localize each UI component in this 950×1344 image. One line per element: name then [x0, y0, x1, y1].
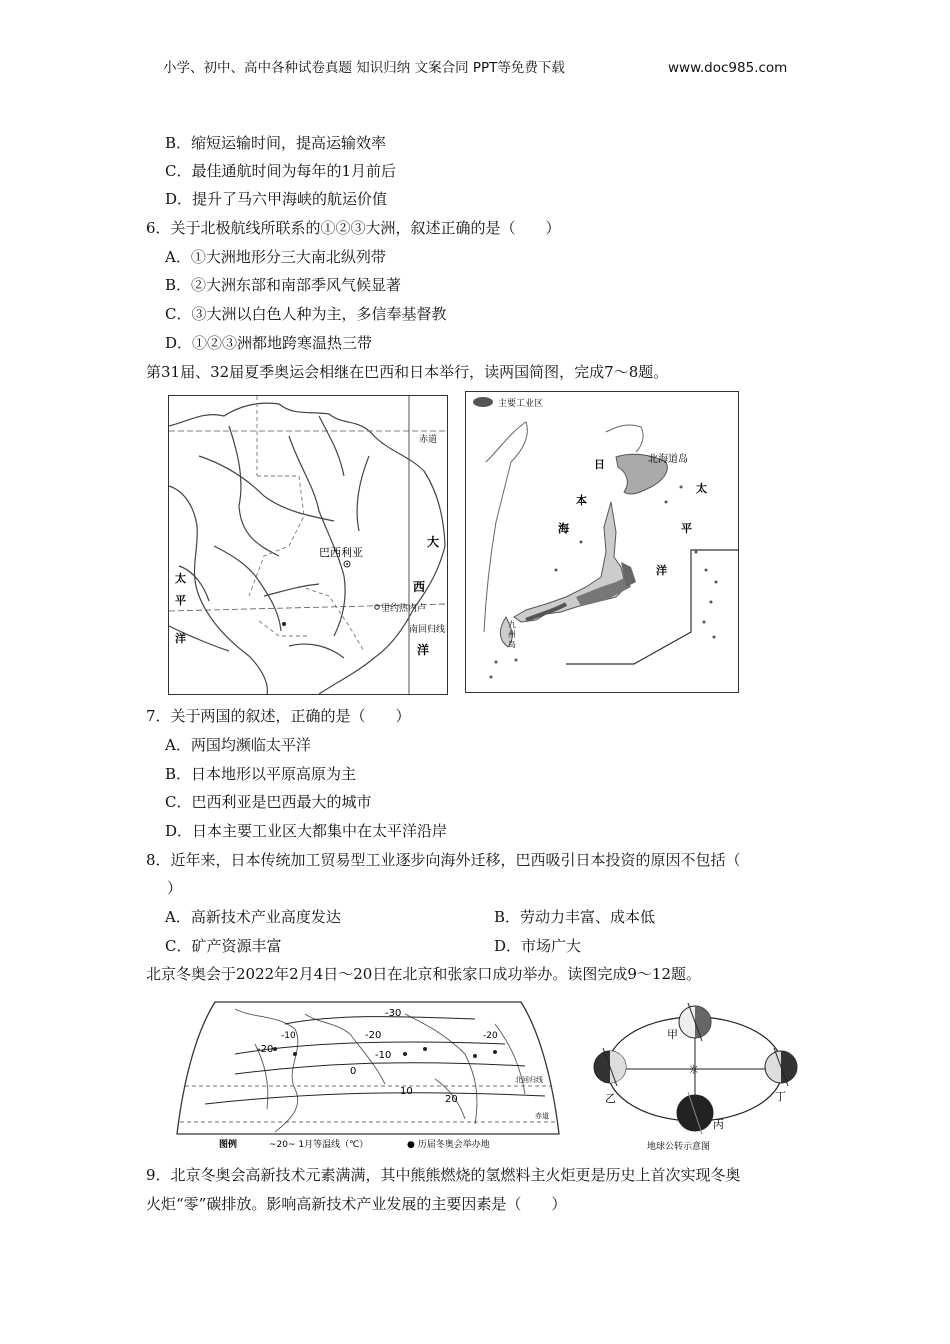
pacific-label-1: 太: [175, 572, 186, 585]
q8-option-c: C．矿产资源丰富: [165, 937, 282, 955]
sea-of-japan-label-2: 本: [576, 494, 587, 507]
isotherm-label-neg20-west: -20: [257, 1044, 274, 1055]
earth-orbit-diagram: [585, 994, 810, 1154]
brazil-capital-label: 巴西利亚: [319, 546, 363, 559]
q7-option-d: D．日本主要工业区大都集中在太平洋沿岸: [165, 822, 448, 840]
q7-option-b: B．日本地形以平原高原为主: [165, 765, 357, 783]
japan-map: [465, 391, 739, 693]
q5-option-b: B．缩短运输时间，提高运输效率: [165, 134, 387, 152]
q6-option-a: A．①大洲地形分三大南北纵列带: [165, 248, 386, 266]
q6-option-d: D．①②③洲都地跨寒温热三带: [165, 334, 373, 352]
q5-option-c: C．最佳通航时间为每年的1月前后: [165, 162, 397, 180]
atlantic-label-1: 大: [427, 535, 440, 549]
q7-option-c: C．巴西利亚是巴西最大的城市: [165, 793, 372, 811]
isotherm-label-neg10-west: -10: [281, 1031, 296, 1041]
q6-stem: 6．关于北极航线所联系的①②③大洲，叙述正确的是（ ）: [146, 219, 561, 237]
tropic-cancer-label: 北回归线: [515, 1076, 543, 1084]
brazil-map: [168, 395, 448, 695]
world-equator-label: 赤道: [535, 1112, 549, 1120]
world-isotherm-map: [175, 994, 561, 1154]
map-legend-title: 图例: [219, 1140, 238, 1150]
legend-industrial-label: 主要工业区: [498, 399, 544, 409]
isotherm-label-neg30: -30: [385, 1008, 402, 1019]
isotherm-label-neg20-east: -20: [483, 1031, 498, 1041]
q7-option-a: A．两国均濒临太平洋: [165, 736, 311, 754]
sun-icon: ☼: [688, 1063, 700, 1078]
q8-stem: 8．近年来，日本传统加工贸易型工业逐步向海外迁移，巴西吸引日本投资的原因不包括（: [146, 851, 741, 869]
isotherm-label-neg20: -20: [365, 1030, 382, 1041]
isotherm-label-20: 20: [445, 1094, 458, 1105]
intro-9-12: 北京冬奥会于2022年2月4日～20日在北京和张家口成功举办。读图完成9～12题。: [146, 965, 701, 983]
q7-stem: 7．关于两国的叙述，正确的是（ ）: [146, 707, 411, 725]
header-url[interactable]: www.doc985.com: [668, 60, 788, 76]
rio-label: 里约热内卢: [381, 604, 427, 614]
atlantic-label-2: 西: [413, 580, 426, 594]
isotherm-label-10: 10: [400, 1086, 413, 1097]
q5-option-d: D．提升了马六甲海峡的航运价值: [165, 190, 388, 208]
orbit-caption: 地球公转示意图: [647, 1142, 711, 1152]
kyushu-label-2: 州: [508, 630, 516, 639]
q8-option-d: D．市场广大: [494, 937, 582, 955]
orbit-label-jia: 甲: [667, 1028, 678, 1041]
kyushu-label-3: 岛: [508, 640, 516, 649]
sea-of-japan-label-3: 海: [558, 522, 569, 535]
header-ad-text: 小学、初中、高中各种试卷真题 知识归纳 文案合同 PPT等免费下载: [163, 60, 565, 76]
q9-line-2: 火炬“零”碳排放。影响高新技术产业发展的主要因素是（ ）: [146, 1195, 567, 1213]
q9-line-1: 9．北京冬奥会高新技术元素满满，其中熊熊燃烧的氢燃料主火炬更是历史上首次实现冬奥: [146, 1166, 741, 1184]
isotherm-label-0: 0: [350, 1066, 357, 1077]
q6-option-b: B．②大洲东部和南部季风气候显著: [165, 276, 402, 294]
map-legend-host: ● 历届冬奥会举办地: [407, 1140, 490, 1150]
intro-7-8: 第31届、32届夏季奥运会相继在巴西和日本举行，读两国简图，完成7～8题。: [146, 363, 669, 381]
sea-of-japan-label-1: 日: [594, 458, 605, 471]
japan-pacific-label-3: 洋: [656, 564, 667, 577]
orbit-label-yi: 乙: [605, 1092, 616, 1105]
atlantic-label-3: 洋: [417, 643, 430, 657]
japan-pacific-label-1: 太: [696, 482, 707, 495]
q8-stem-close: ）: [167, 879, 183, 897]
equator-label: 赤道: [419, 435, 438, 445]
q6-option-c: C．③大洲以白色人种为主，多信奉基督教: [165, 305, 447, 323]
orbit-label-bing: 丙: [713, 1118, 724, 1131]
industrial-zone-legend-icon: [473, 397, 493, 407]
isotherm-label-neg10: -10: [375, 1050, 392, 1061]
japan-pacific-label-2: 平: [681, 522, 692, 535]
map-legend-isotherm: ~20~ 1月等温线（℃）: [269, 1140, 369, 1150]
q8-option-a: A．高新技术产业高度发达: [165, 908, 341, 926]
orbit-label-ding: 丁: [775, 1090, 786, 1103]
tropic-capricorn-label: 南回归线: [409, 625, 446, 635]
pacific-label-3: 洋: [175, 632, 186, 645]
pacific-label-2: 平: [175, 594, 186, 607]
q8-option-b: B．劳动力丰富、成本低: [494, 908, 656, 926]
hokkaido-label: 北海道岛: [648, 454, 688, 465]
kyushu-label-1: 九: [508, 620, 516, 629]
